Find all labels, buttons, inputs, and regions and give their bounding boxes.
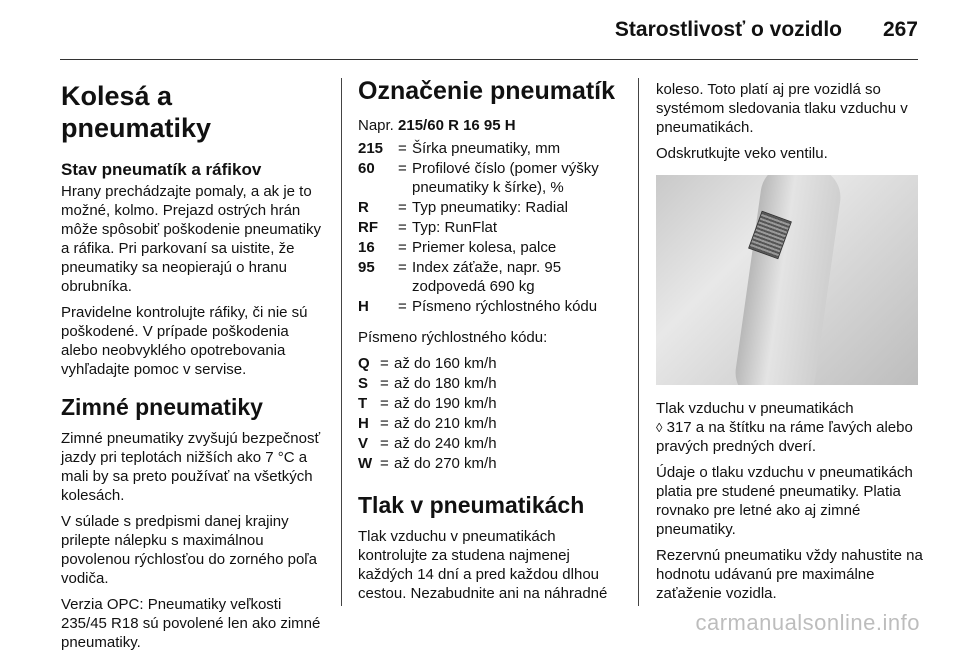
- definition-row: H = Písmeno rýchlostného kódu: [358, 298, 598, 315]
- definition-row: 60 = Profilové číslo (pomer výšky pneumatiky k šírke), %: [358, 160, 599, 196]
- speed-row: S = až do 180 km/h: [358, 375, 497, 392]
- example-code: 215/60 R 16 95 H: [398, 117, 516, 134]
- speed-row: T = až do 190 km/h: [358, 395, 497, 412]
- definition-row: 215 = Šírka pneumatiky, mm: [358, 140, 561, 157]
- definition-row: 95 = Index záťaže, napr. 95 zodpovedá 690 kg: [358, 259, 562, 295]
- section-title-tyre-designation: Označenie pneumatík: [358, 77, 616, 105]
- definition-row: R = Typ pneumatiky: Radial: [358, 199, 568, 216]
- paragraph: Údaje o tlaku vzduchu v pneumatikách platia pre studené pneumatiky. Platia rovnako pre letné ako aj zimné pneumatiky.: [656, 464, 913, 538]
- speed-row: Q = až do 160 km/h: [358, 355, 497, 372]
- example-prefix: Napr.: [358, 117, 394, 134]
- paragraph: Odskrutkujte veko ventilu.: [656, 145, 828, 162]
- section-title-wheel-condition: Stav pneumatík a ráfikov: [61, 160, 262, 179]
- section-title-winter-tyres: Zimné pneumatiky: [61, 394, 263, 420]
- speed-code-list: [358, 354, 626, 473]
- column-divider-1: [341, 78, 342, 606]
- speed-row: V = až do 240 km/h: [358, 435, 497, 452]
- paragraph: koleso. Toto platí aj pre vozidlá so systémom sledovania tlaku vzduchu v pneumatikách.: [656, 81, 908, 136]
- header-divider: [60, 59, 918, 60]
- door-pillar-shape: [732, 175, 845, 385]
- page-number: 267: [882, 18, 918, 41]
- definition-row: 16 = Priemer kolesa, palce: [358, 239, 557, 256]
- column-1: [61, 80, 326, 659]
- designation-definitions: [358, 139, 626, 316]
- paragraph: Tlak vzduchu v pneumatikách kontrolujte za studena najmenej každých 14 dní a pred každou dlhou cestou. Nezabudnite ani na náhradné: [358, 528, 608, 602]
- cross-reference-icon: ◊: [656, 420, 663, 435]
- page-header: [0, 0, 960, 60]
- section-title-tyre-pressure: Tlak v pneumatikách: [358, 492, 585, 518]
- paragraph: Verzia OPC: Pneumatiky veľkosti 235/45 R18 sú povolené len ako zimné pneumatiky.: [61, 596, 321, 651]
- header-title: Starostlivosť o vozidlo: [614, 18, 842, 41]
- column-3: [656, 80, 926, 610]
- paragraph: Pravidelne kontrolujte ráfiky, či nie sú poškodené. V prípade poškodenia alebo neobvyklého opotrebovania vyhľadajte pomoc v servise.: [61, 304, 308, 378]
- paragraph: Zimné pneumatiky zvyšujú bezpečnosť jazdy pri teplotách nižších ako 7 °C a mali by sa preto používať na všetkých kolesách.: [61, 430, 321, 504]
- column-2: [358, 77, 626, 610]
- definition-row: RF = Typ: RunFlat: [358, 219, 498, 236]
- paragraph: Hrany prechádzajte pomaly, a ak je to možné, kolmo. Prejazd ostrých hrán môže spôsobiť poškodenie pneumatiky a ráfika. Pri parkovaní sa uistite, že pneumatiky sa neopierajú o hranu obrubníka.: [61, 183, 321, 295]
- paragraph: Tlak vzduchu v pneumatikách ◊ 317 a na štítku na ráme ľavých alebo pravých predných dverí.: [656, 400, 913, 455]
- speed-row: H = až do 210 km/h: [358, 415, 497, 432]
- speed-code-intro: Písmeno rýchlostného kódu:: [358, 329, 548, 346]
- chapter-heading: Kolesá a pneumatiky: [61, 81, 212, 143]
- column-divider-2: [638, 78, 639, 606]
- paragraph: Rezervnú pneumatiku vždy nahustite na hodnotu udávanú pre maximálne zaťaženie vozidla.: [656, 547, 923, 602]
- paragraph: V súlade s predpismi danej krajiny prilepte nálepku s maximálnou povolenou rýchlosťou do zorného poľa vodiča.: [61, 513, 318, 587]
- watermark: carmanualsonline.info: [695, 610, 920, 635]
- example-line: [358, 116, 626, 135]
- door-frame-label-photo: [656, 175, 918, 385]
- speed-row: W = až do 270 km/h: [358, 455, 497, 472]
